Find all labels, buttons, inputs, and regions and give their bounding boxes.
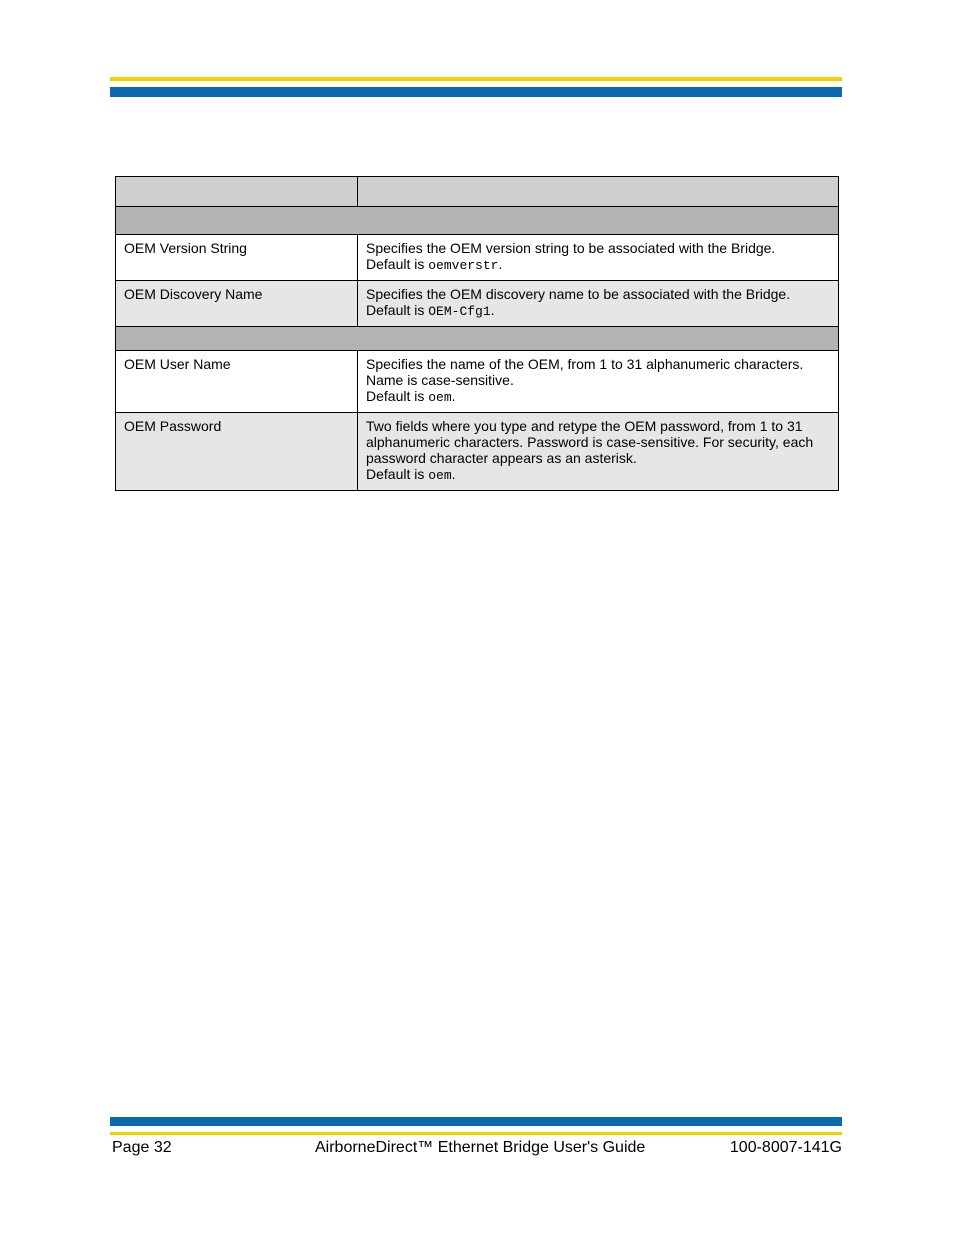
section-row — [116, 207, 839, 235]
description-line: Specifies the OEM discovery name to be associated with the Bridge. — [366, 286, 791, 302]
parameter-description — [358, 235, 839, 281]
parameters-table — [115, 176, 839, 491]
default-line — [366, 466, 830, 484]
parameter-description — [358, 413, 839, 491]
default-value: oem — [428, 468, 452, 483]
section-cell — [116, 327, 839, 351]
default-prefix: Default is — [366, 388, 429, 404]
default-line — [366, 302, 830, 320]
description-line: Specifies the name of the OEM, from 1 to 31 alphanumeric characters. — [366, 356, 804, 372]
description-line: password character appears as an asterisk. — [366, 450, 637, 466]
default-line — [366, 256, 830, 274]
description-line: Name is case-sensitive. — [366, 372, 514, 388]
section-cell — [116, 207, 839, 235]
description-line: Specifies the OEM version string to be associated with the Bridge. — [366, 240, 776, 256]
table-row — [116, 281, 839, 327]
default-suffix: . — [451, 466, 456, 482]
parameter-name: OEM Password — [116, 413, 358, 491]
parameter-name: OEM User Name — [116, 351, 358, 413]
default-prefix: Default is — [366, 466, 429, 482]
header-blue-rule — [110, 87, 842, 97]
table-header-row — [116, 177, 839, 207]
default-value: oemverstr — [428, 258, 499, 273]
header-cell-description — [358, 177, 839, 207]
header-cell-parameter — [116, 177, 358, 207]
document-title: AirborneDirect™ Ethernet Bridge User's Guide — [315, 1139, 646, 1156]
parameter-description — [358, 351, 839, 413]
table-row — [116, 351, 839, 413]
default-suffix: . — [490, 302, 495, 318]
document-number: 100-8007-141G — [729, 1139, 842, 1156]
default-value: OEM-Cfg1 — [428, 304, 491, 319]
page-number: Page 32 — [112, 1139, 172, 1156]
table-row — [116, 235, 839, 281]
default-suffix: . — [498, 256, 503, 272]
description-line: Two fields where you type and retype the OEM password, from 1 to 31 — [366, 418, 803, 434]
parameter-description — [358, 281, 839, 327]
default-value: oem — [428, 390, 452, 405]
default-prefix: Default is — [366, 302, 429, 318]
table-row — [116, 413, 839, 491]
default-suffix: . — [451, 388, 456, 404]
footer-yellow-rule — [110, 1132, 842, 1135]
section-row — [116, 327, 839, 351]
parameter-name: OEM Version String — [116, 235, 358, 281]
default-line — [366, 388, 830, 406]
parameter-name: OEM Discovery Name — [116, 281, 358, 327]
description-line: alphanumeric characters. Password is case-sensitive. For security, each — [366, 434, 814, 450]
header-yellow-rule — [110, 77, 842, 81]
footer-blue-rule — [110, 1117, 842, 1126]
page-footer — [112, 1139, 842, 1159]
default-prefix: Default is — [366, 256, 429, 272]
